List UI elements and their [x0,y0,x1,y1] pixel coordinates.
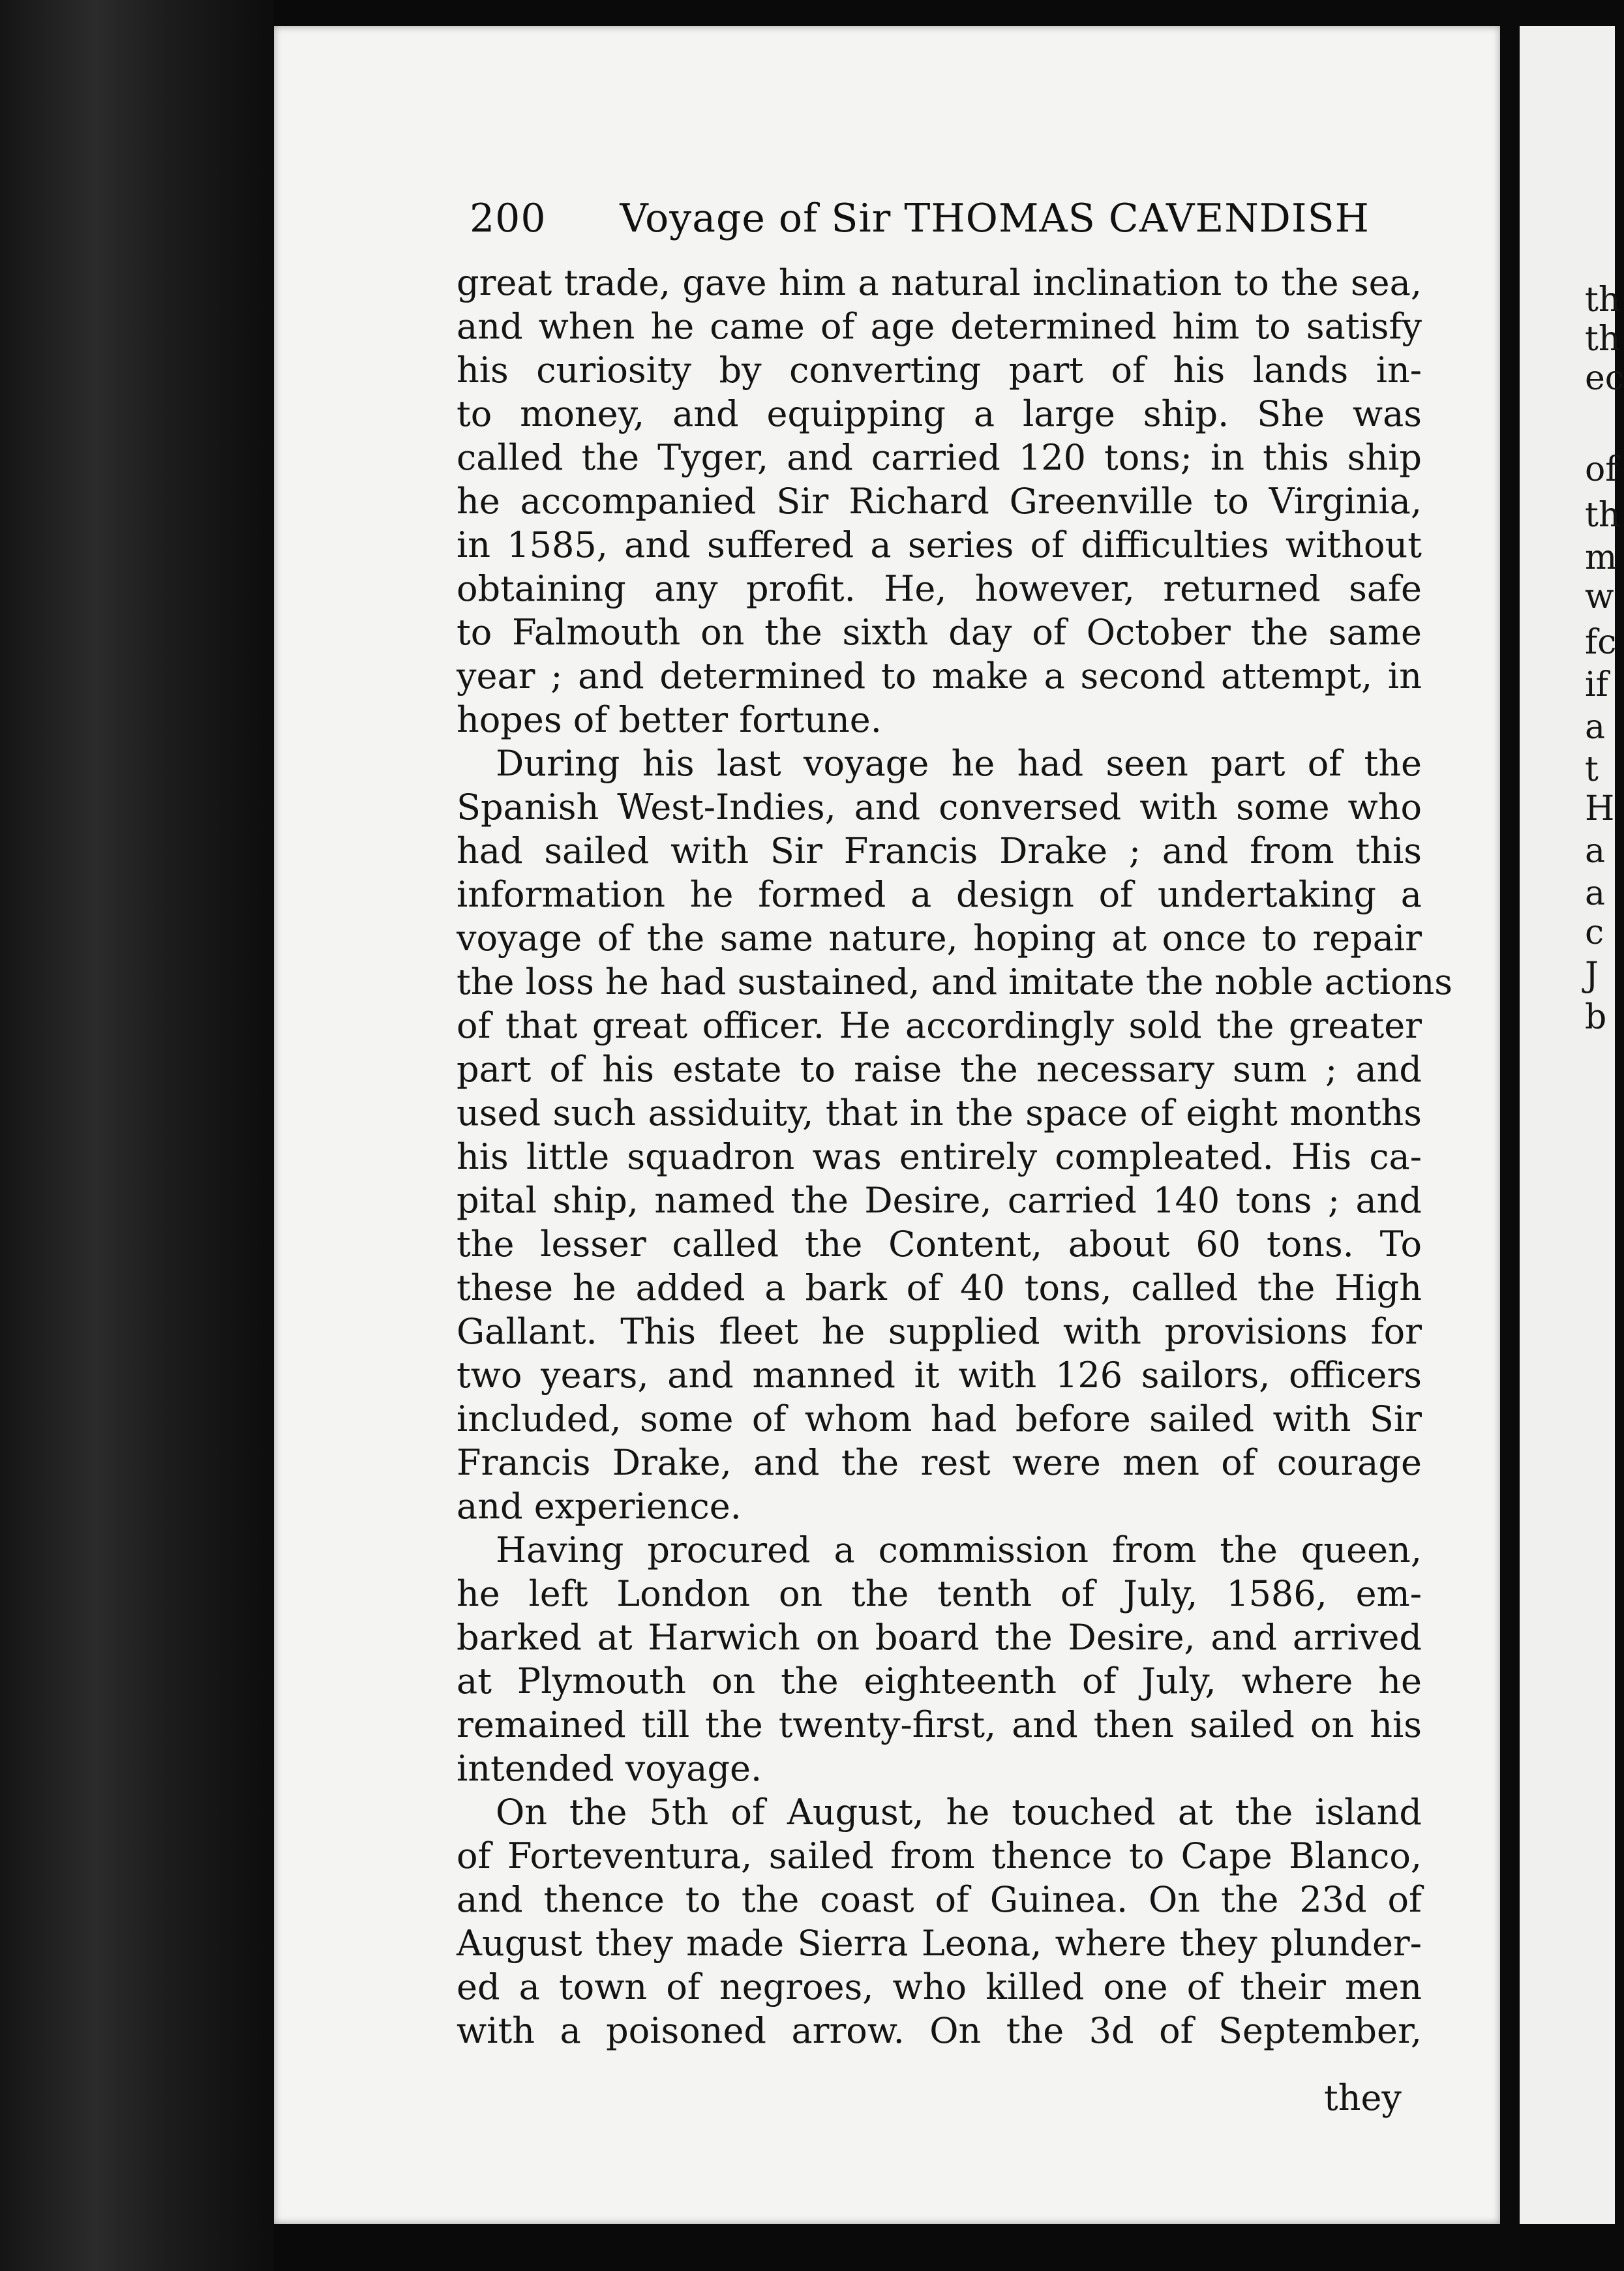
text-line: included, some of whom had before sailed with Sir [457,1398,1422,1439]
text-line: On the 5th of August, he touched at the island [496,1792,1422,1833]
text-line: intended voyage. [457,1748,762,1789]
text-line: barked at Harwich on board the Desire, and arrived [457,1617,1422,1658]
body-text [457,261,1453,2053]
text-line: he left London on the tenth of July, 1586, em- [457,1573,1422,1614]
text-line: part of his estate to raise the necessary sum ; and [457,1049,1422,1090]
text-line: of that great officer. He accordingly sold the greater [457,1005,1422,1046]
facing-page-fragment: b [1585,998,1607,1037]
book-spine-shadow [0,0,274,2271]
text-line: Having procured a commission from the queen, [496,1529,1422,1571]
text-line: and thence to the coast of Guinea. On the 23d of [457,1879,1422,1920]
facing-page-fragment: fc [1585,623,1617,662]
facing-page-fragment: J [1585,955,1599,995]
text-line: Spanish West-Indies, and conversed with some who [457,787,1422,828]
facing-page-fragment: of [1585,450,1618,489]
text-line: and experience. [457,1486,742,1527]
text-line: During his last voyage he had seen part of the [496,743,1422,784]
facing-page-fragment: th [1585,280,1621,320]
facing-page-fragment: ec [1585,359,1624,398]
text-line: used such assiduity, that in the space of eight months [457,1092,1422,1134]
text-line: information he formed a design of undertaking a [457,874,1422,915]
text-line: these he added a bark of 40 tons, called the High [457,1267,1422,1308]
text-line: had sailed with Sir Francis Drake ; and from this [457,830,1422,871]
facing-page-fragment: t [1585,750,1599,789]
facing-page-fragment: m [1585,538,1617,577]
facing-page-fragment: th [1585,320,1621,359]
text-line: year ; and determined to make a second attempt, in [457,655,1422,697]
text-line: and when he came of age determined him to satisfy [457,306,1422,347]
facing-page-fragment: a [1585,874,1606,913]
text-line: in 1585, and suffered a series of difficulties without [457,524,1422,565]
text-line: two years, and manned it with 126 sailors, officers [457,1355,1422,1396]
text-line: remained till the twenty-first, and then sailed on his [457,1704,1422,1745]
text-line: to money, and equipping a large ship. She was [457,393,1422,434]
text-line: with a poisoned arrow. On the 3d of September, [457,2010,1422,2051]
text-line: to Falmouth on the sixth day of October the same [457,612,1422,653]
text-line: pital ship, named the Desire, carried 140 tons ; and [457,1180,1422,1221]
text-line: Francis Drake, and the rest were men of courage [457,1442,1422,1483]
book-gutter [1500,0,1520,2271]
facing-page-fragment: a [1585,832,1606,871]
text-line: at Plymouth on the eighteenth of July, where he [457,1661,1422,1702]
facing-page-fragment: c [1585,913,1604,952]
running-title: Voyage of Sir THOMAS CAVENDISH [620,196,1370,241]
text-line: great trade, gave him a natural inclination to the sea, [457,262,1422,303]
text-line: called the Tyger, and carried 120 tons; in this ship [457,437,1422,478]
text-line: voyage of the same nature, hoping at once to repair [457,918,1422,959]
text-line: his little squadron was entirely compleated. His ca- [457,1136,1422,1177]
text-line: the lesser called the Content, about 60 tons. To [457,1224,1422,1265]
catchword: they [1324,2077,1402,2118]
facing-page-fragment: a [1585,708,1606,747]
facing-page-fragment: w [1585,577,1614,616]
text-line: August they made Sierra Leona, where they plunder- [457,1923,1422,1964]
page-number: 200 [470,196,547,241]
text-line: he accompanied Sir Richard Greenville to Virginia, [457,481,1422,522]
facing-page-fragment: if [1585,665,1608,704]
text-line: the loss he had sustained, and imitate the noble actions [457,961,1453,1002]
text-line: obtaining any profit. He, however, returned safe [457,568,1422,609]
text-line: his curiosity by converting part of his lands in- [457,350,1422,391]
text-line: of Forteventura, sailed from thence to Cape Blanco, [457,1835,1422,1876]
facing-page-fragment: H [1585,789,1615,828]
facing-page-fragment: th [1585,496,1621,535]
text-line: ed a town of negroes, who killed one of their men [457,1966,1422,2008]
page-header [470,196,1370,241]
text-line: Gallant. This fleet he supplied with provisions for [457,1311,1422,1352]
text-line: hopes of better fortune. [457,699,882,740]
